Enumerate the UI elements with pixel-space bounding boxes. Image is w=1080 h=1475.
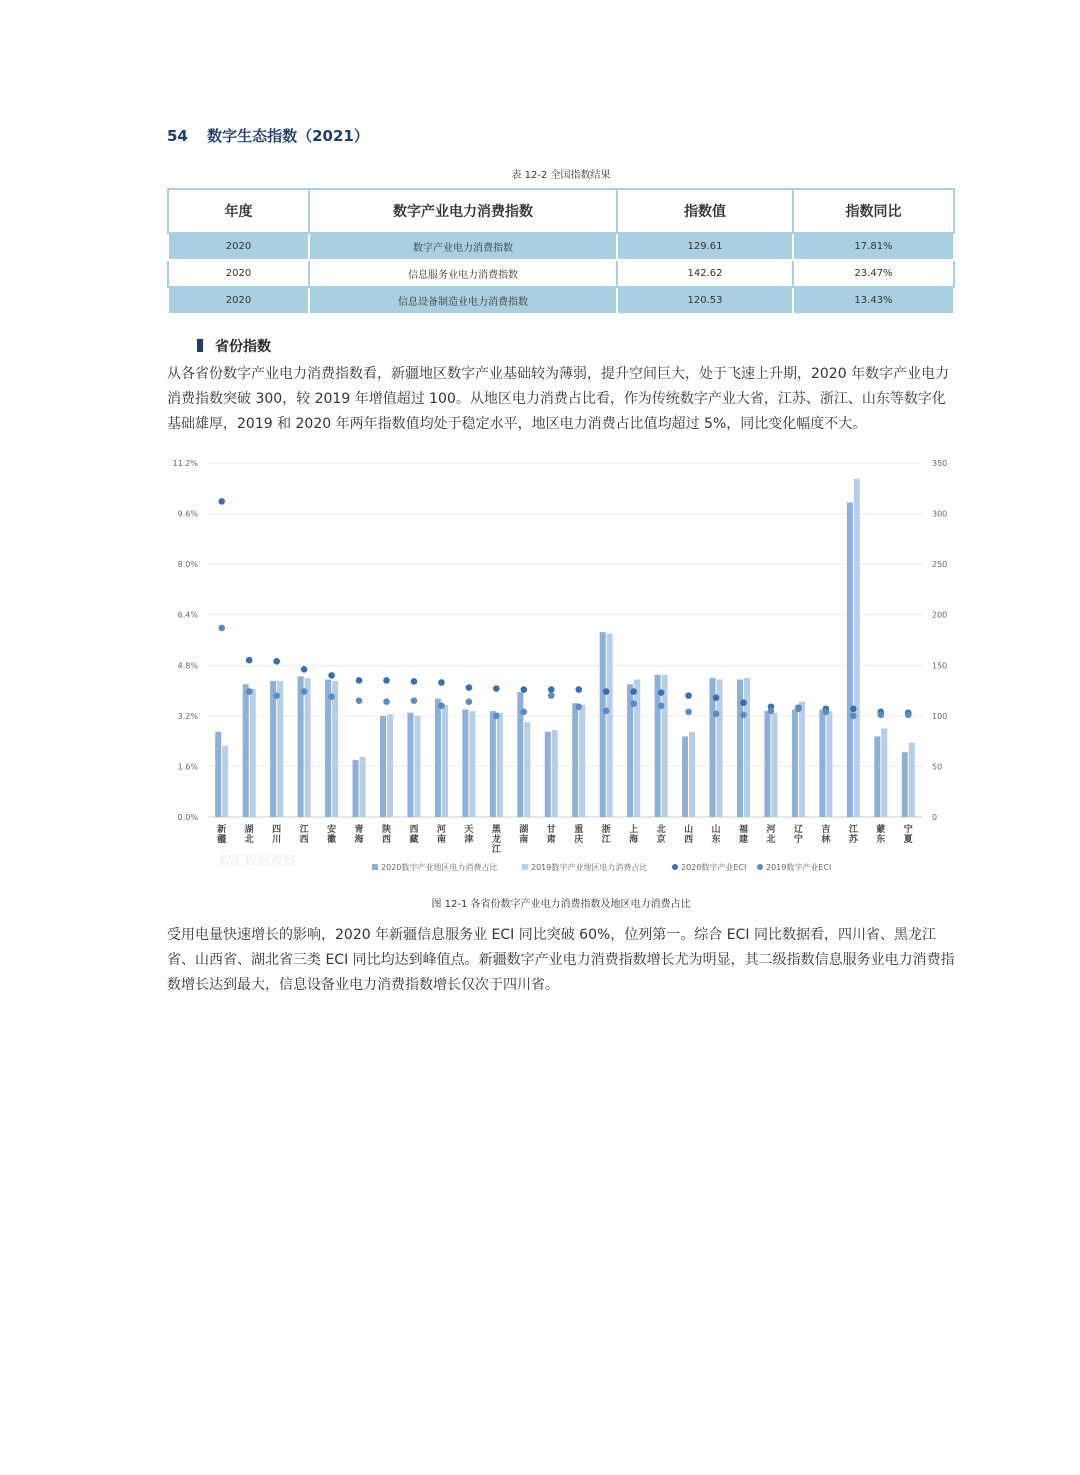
x-tick-label: 江	[491, 845, 501, 855]
bar-2019	[222, 746, 228, 817]
bar-2019	[662, 675, 668, 817]
x-tick-label: 宁	[793, 835, 803, 845]
dot-eci-2019	[356, 697, 363, 704]
x-tick-label: 江	[601, 835, 611, 845]
y-left-tick-label: 9.6%	[177, 509, 198, 519]
y-left-tick-label: 11.2%	[172, 459, 198, 468]
x-tick-label: 安	[327, 825, 337, 835]
dot-eci-2020	[685, 692, 692, 699]
cell-yoy: 23.47%	[793, 260, 954, 287]
y-left-tick-label: 3.2%	[177, 711, 198, 721]
x-tick-label: 湖	[244, 825, 254, 835]
dot-eci-2019	[768, 708, 775, 715]
x-tick-label: 湖	[519, 825, 529, 835]
y-right-tick-label: 250	[932, 560, 948, 570]
dot-eci-2019	[383, 698, 390, 705]
bar-2019	[469, 711, 475, 817]
bar-2019	[387, 714, 393, 817]
dot-eci-2019	[905, 712, 912, 719]
bar-2019	[277, 681, 283, 817]
dot-eci-2019	[795, 705, 802, 712]
bar-2020	[902, 752, 908, 817]
x-tick-label: 江	[848, 825, 858, 835]
paragraph-intro: 从各省份数字产业电力消费指数看，新疆地区数字产业基础较为薄弱，提升空间巨大，处于飞速上升期，2020 年数字产业电力消费指数突破 300，较 2019 年增值超过 100。从地区电力消费占比看，作为传统数字产业大省，江苏、浙江、山东等数字化基础雄厚，2019 和 2020 年两年指数值均处于稳定水平，地区电力消费占比值均超过 5%，同比变化幅度不大。	[167, 366, 950, 432]
dot-eci-2020	[521, 686, 528, 693]
cell-index-name: 数字产业电力消费指数	[309, 233, 617, 260]
watermark: 智汇数据观察	[218, 854, 297, 869]
x-tick-label: 东	[876, 835, 886, 845]
cell-index-value: 120.53	[617, 287, 793, 314]
cell-index-name: 信息服务业电力消费指数	[309, 260, 617, 287]
dot-eci-2019	[630, 700, 637, 707]
cell-year: 2020	[168, 260, 309, 287]
dot-eci-2019	[218, 625, 225, 632]
dot-eci-2019	[273, 692, 280, 699]
x-tick-label: 北	[656, 825, 666, 835]
x-tick-label: 西	[381, 835, 392, 845]
bar-2019	[799, 702, 805, 817]
bar-2020	[462, 710, 468, 817]
legend-swatch	[372, 864, 378, 870]
section-title	[197, 336, 271, 356]
x-tick-label: 北	[766, 835, 776, 845]
x-tick-label: 西	[409, 825, 419, 835]
dot-eci-2019	[713, 711, 720, 718]
section-title-text: 省份指数	[215, 339, 271, 355]
dot-eci-2019	[823, 709, 830, 716]
dot-eci-2020	[328, 672, 335, 679]
dot-eci-2019	[301, 688, 308, 695]
paragraph-analysis: 受用电量快速增长的影响，2020 年新疆信息服务业 ECI 同比突破 60%，位列第一。综合 ECI 同比数据看，四川省、黑龙江省、山西省、湖北省三类 ECI 同比均达到峰值点。新疆数字产业电力消费指数增长尤为明显，其二级指数信息服务业电力消费指数增长达到最大，信息设备业电力消费指数增长仅次于四川省。	[167, 927, 955, 993]
bar-2019	[634, 680, 640, 817]
col-index-name-header: 数字产业电力消费指数	[309, 189, 617, 233]
dot-eci-2020	[713, 694, 720, 701]
bar-2020	[792, 710, 798, 817]
bar-2020	[682, 736, 688, 817]
bar-2020	[545, 732, 551, 817]
y-right-tick-label: 150	[932, 661, 948, 671]
dot-eci-2019	[603, 708, 610, 715]
y-right-tick-label: 200	[932, 610, 948, 620]
dot-eci-2019	[850, 713, 857, 720]
dot-eci-2020	[658, 689, 665, 696]
bar-2019	[607, 634, 613, 817]
col-index-value-header: 指数值	[617, 189, 793, 233]
page-header	[167, 125, 369, 146]
dot-eci-2020	[383, 677, 390, 684]
legend-label: 2020数字产业ECI	[681, 863, 747, 872]
bar-2020	[819, 710, 825, 817]
dot-eci-2019	[328, 693, 335, 700]
bar-2020	[874, 736, 880, 817]
bar-2019	[552, 730, 558, 817]
bar-2019	[305, 678, 311, 817]
dot-eci-2020	[740, 699, 747, 706]
y-left-tick-label: 0.0%	[177, 813, 198, 822]
bar-2020	[847, 503, 853, 817]
x-tick-label: 海	[354, 835, 364, 845]
bar-2020	[435, 698, 441, 817]
page-number: 54	[167, 127, 188, 145]
dot-eci-2020	[438, 679, 445, 686]
bar-2019	[414, 716, 420, 817]
table-header-row	[168, 189, 954, 233]
y-right-tick-label: 50	[932, 762, 943, 772]
dot-eci-2019	[740, 712, 747, 719]
x-tick-label: 疆	[217, 835, 227, 845]
bar-2019	[826, 711, 832, 817]
table-row	[168, 233, 954, 260]
y-right-tick-label: 350	[932, 459, 948, 468]
x-tick-label: 林	[821, 835, 831, 845]
x-tick-label: 龙	[491, 835, 501, 845]
cell-year: 2020	[168, 287, 309, 314]
x-tick-label: 陕	[381, 825, 392, 835]
x-tick-label: 苏	[848, 835, 858, 845]
x-tick-label: 四	[272, 825, 282, 835]
cell-yoy: 17.81%	[793, 233, 954, 260]
bar-2020	[764, 711, 770, 817]
bar-2020	[215, 732, 221, 817]
bar-2019	[689, 732, 695, 817]
bar-2020	[572, 703, 578, 817]
bar-2019	[881, 729, 887, 818]
province-chart	[160, 450, 960, 890]
x-tick-label: 南	[436, 835, 446, 845]
x-tick-label: 辽	[793, 825, 803, 835]
x-tick-label: 浙	[601, 825, 611, 835]
x-tick-label: 河	[436, 825, 446, 835]
figure-caption: 图 12-1 各省份数字产业电力消费指数及地区电力消费占比	[431, 899, 691, 910]
x-tick-label: 藏	[409, 835, 419, 845]
bar-2020	[325, 680, 331, 817]
col-yoy-header: 指数同比	[793, 189, 954, 233]
bar-2020	[298, 676, 304, 817]
dot-eci-2020	[273, 658, 280, 665]
dot-eci-2020	[603, 688, 610, 695]
bar-2020	[490, 711, 496, 817]
bar-2020	[655, 675, 661, 817]
bar-2019	[497, 713, 503, 817]
dot-eci-2020	[246, 657, 253, 664]
results-table	[167, 188, 955, 315]
bar-2020	[353, 760, 359, 817]
cell-index-value: 142.62	[617, 260, 793, 287]
x-tick-label: 京	[656, 835, 666, 845]
x-tick-label: 青	[354, 825, 364, 835]
dot-eci-2019	[493, 713, 500, 720]
x-tick-label: 蒙	[876, 825, 886, 835]
book-title: 数字生态指数（2021）	[207, 127, 369, 145]
x-tick-label: 肃	[546, 835, 556, 845]
dot-eci-2020	[466, 684, 473, 691]
x-tick-label: 徽	[327, 835, 337, 845]
cell-index-name: 信息设备制造业电力消费指数	[309, 287, 617, 314]
bar-2019	[250, 689, 256, 817]
bar-2019	[360, 757, 366, 817]
section-marker-icon	[197, 339, 203, 352]
dot-eci-2020	[218, 498, 225, 505]
dot-eci-2019	[466, 698, 473, 705]
x-tick-label: 黑	[491, 825, 501, 835]
x-tick-label: 山	[711, 825, 721, 835]
col-year-header: 年度	[168, 189, 309, 233]
table-caption: 表 12-2 全国指数结果	[511, 170, 611, 181]
legend-swatch	[522, 864, 528, 870]
dot-eci-2019	[575, 703, 582, 710]
dot-eci-2020	[301, 666, 308, 673]
bar-2020	[243, 684, 249, 817]
y-left-tick-label: 1.6%	[177, 762, 198, 772]
bar-2020	[600, 632, 606, 817]
y-right-tick-label: 300	[932, 509, 948, 519]
dot-eci-2019	[878, 712, 885, 719]
x-tick-label: 南	[519, 835, 529, 845]
x-tick-label: 山	[684, 825, 694, 835]
x-tick-label: 天	[464, 825, 474, 835]
x-tick-label: 上	[629, 825, 639, 835]
cell-yoy: 13.43%	[793, 287, 954, 314]
cell-year: 2020	[168, 233, 309, 260]
bar-2019	[579, 705, 585, 817]
x-tick-label: 福	[738, 825, 749, 835]
x-tick-label: 重	[574, 825, 584, 835]
dot-eci-2020	[356, 677, 363, 684]
x-tick-label: 夏	[903, 835, 913, 845]
legend-label: 2019数字产业地区电力消费占比	[531, 863, 648, 872]
bar-2019	[524, 722, 530, 817]
x-tick-label: 海	[629, 835, 639, 845]
bar-2020	[380, 716, 386, 817]
x-tick-label: 北	[244, 835, 254, 845]
x-tick-label: 津	[464, 835, 474, 845]
dot-eci-2019	[658, 702, 665, 709]
dot-eci-2020	[493, 685, 500, 692]
legend-label: 2019数字产业ECI	[766, 863, 832, 872]
legend-swatch	[757, 864, 763, 870]
dot-eci-2020	[575, 686, 582, 693]
bar-2019	[771, 713, 777, 817]
bar-2019	[854, 479, 860, 817]
dot-eci-2019	[411, 697, 418, 704]
table-row	[168, 260, 954, 287]
legend-swatch	[672, 864, 678, 870]
dot-eci-2019	[246, 688, 253, 695]
y-left-tick-label: 4.8%	[177, 661, 198, 671]
table-row	[168, 287, 954, 314]
x-tick-label: 川	[272, 835, 282, 845]
x-tick-label: 吉	[821, 825, 831, 835]
y-right-tick-label: 0	[932, 813, 938, 822]
x-tick-label: 西	[299, 835, 309, 845]
dot-eci-2019	[548, 692, 555, 699]
bar-2020	[407, 713, 413, 817]
x-tick-label: 江	[299, 825, 309, 835]
x-tick-label: 新	[217, 825, 227, 835]
y-left-tick-label: 8.0%	[177, 560, 198, 570]
y-left-tick-label: 6.4%	[177, 610, 198, 620]
dot-eci-2020	[630, 688, 637, 695]
x-tick-label: 庆	[574, 835, 584, 845]
x-tick-label: 河	[766, 825, 776, 835]
x-tick-label: 宁	[903, 825, 913, 835]
dot-eci-2019	[685, 709, 692, 716]
legend-label: 2020数字产业地区电力消费占比	[381, 863, 498, 872]
dot-eci-2019	[521, 709, 528, 716]
dot-eci-2020	[411, 678, 418, 685]
bar-2019	[744, 678, 750, 817]
bar-2019	[909, 743, 915, 817]
dot-eci-2020	[548, 686, 555, 693]
x-tick-label: 建	[738, 835, 749, 845]
dot-eci-2020	[850, 705, 857, 712]
bar-2019	[442, 705, 448, 817]
bar-2019	[332, 681, 338, 817]
x-tick-label: 西	[684, 835, 694, 845]
dot-eci-2019	[438, 702, 445, 709]
bar-2020	[270, 681, 276, 817]
x-tick-label: 甘	[546, 825, 556, 835]
y-right-tick-label: 100	[932, 711, 948, 721]
cell-index-value: 129.61	[617, 233, 793, 260]
x-tick-label: 东	[711, 835, 721, 845]
